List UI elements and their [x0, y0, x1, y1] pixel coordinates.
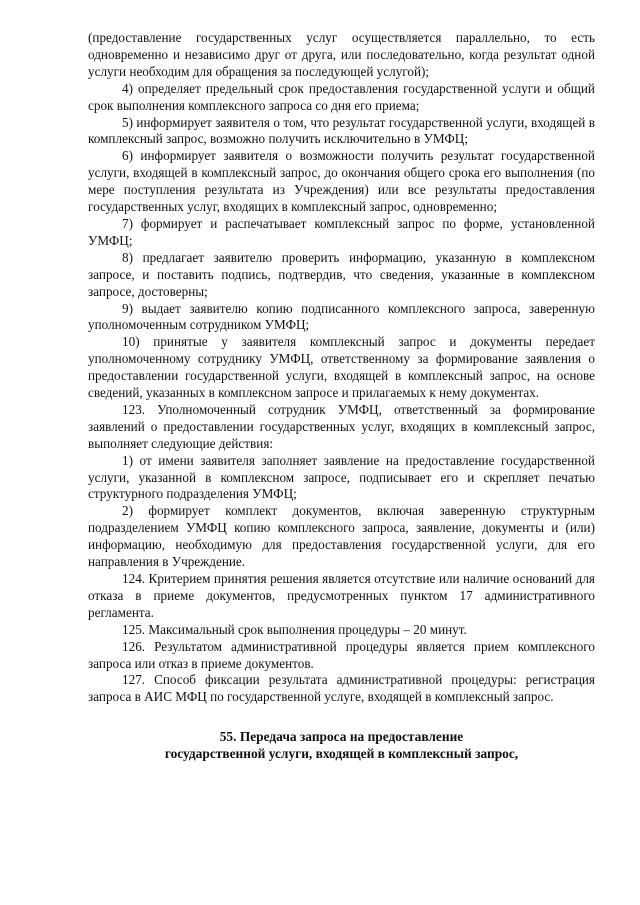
- paragraph-item-9: 9) выдает заявителю копию подписанного комплексного запроса, заверенную уполномоченным сотрудником УМФЦ;: [88, 300, 595, 333]
- paragraph-123: 123. Уполномоченный сотрудник УМФЦ, ответственный за формирование заявлений о предоставлении государственных услуг, входящих в комплексный запрос, выполняет следующие действия:: [88, 401, 595, 451]
- paragraph-item-4: 4) определяет предельный срок предоставления государственной услуги и общий срок выполнения комплексного запроса со дня его приема;: [88, 80, 595, 113]
- paragraph-item-8: 8) предлагает заявителю проверить информацию, указанную в комплексном запросе, и поставить подпись, подтвердив, что сведения, указанные в комплексном запросе, достоверны;: [88, 249, 595, 299]
- section-heading-line-2: государственной услуги, входящей в комплексный запрос,: [164, 746, 519, 762]
- paragraph-124: 124. Критерием принятия решения является отсутствие или наличие оснований для отказа в приеме документов, предусмотренных пунктом 17 административного регламента.: [88, 571, 595, 620]
- paragraph-item-10: 10) принятые у заявителя комплексный запрос и документы передает уполномоченному сотруднику УМФЦ, ответственному за формирование заявления о предоставлении государственной услуги, входящей в комплексный запрос, на основе сведений, указанных в комплексном запросе и прилагаемых к нему документах.: [88, 334, 595, 401]
- paragraph-continuation: (предоставление государственных услуг осуществляется параллельно, то есть одновременно и независимо друг от друга, или последовательно, когда результат одной услуги необходим для обращения за последующей услугой);: [88, 30, 595, 79]
- paragraph-127: 127. Способ фиксации результата административной процедуры: регистрация запроса в АИС МФЦ по государственной услуге, входящей в комплексный запрос.: [88, 672, 595, 705]
- paragraph-126: 126. Результатом административной процедуры является прием комплексного запроса или отказ в приеме документов.: [88, 638, 595, 671]
- document-page: [88, 30, 595, 762]
- paragraph-125: 125. Максимальный срок выполнения процедуры – 20 минут.: [122, 621, 467, 637]
- paragraph-item-7: 7) формирует и распечатывает комплексный запрос по форме, установленной УМФЦ;: [88, 215, 595, 248]
- paragraph-123-item-2: 2) формирует комплект документов, включая заверенную структурным подразделением УМФЦ копию комплексного запроса, заявление, документы и (или) информацию, необходимую для предоставления государственной услуги, для его направления в Учреждение.: [88, 503, 595, 570]
- paragraph-item-5: 5) информирует заявителя о том, что результат государственной услуги, входящей в комплексный запрос, возможно получить исключительно в УМФЦ;: [88, 114, 595, 147]
- section-heading-55: [88, 728, 595, 762]
- section-heading-line-1: 55. Передача запроса на предоставление: [219, 729, 464, 745]
- paragraph-123-item-1: 1) от имени заявителя заполняет заявление на предоставление государственной услуги, указанной в комплексном запросе, подписывает его и скрепляет печатью структурного подразделения УМФЦ;: [88, 452, 595, 502]
- paragraph-item-6: 6) информирует заявителя о возможности получить результат государственной услуги, входящей в комплексный запрос, до окончания общего срока его выполнения (по мере поступления результата из Учреждения) или все результаты предоставления государственных услуг, входящих в комплексный запрос, одновременно;: [88, 148, 595, 215]
